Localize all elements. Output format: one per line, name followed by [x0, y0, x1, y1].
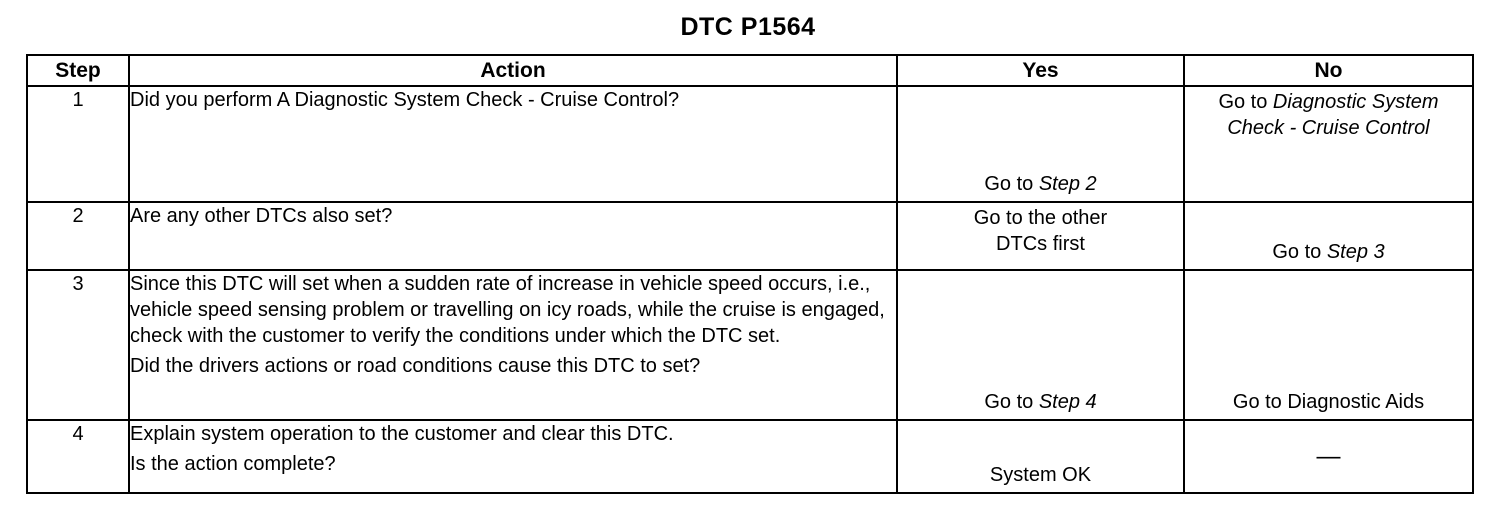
yes-step-link: Step 4 — [1038, 391, 1097, 413]
yes-prefix: Go to — [984, 173, 1039, 195]
action-question: Is the action complete? — [130, 453, 336, 475]
action-cell — [129, 86, 897, 202]
action-cell — [129, 202, 897, 270]
action-text: Are any other DTCs also set? — [130, 205, 393, 227]
action-text: Explain system operation to the customer and clear this DTC. — [130, 423, 674, 445]
yes-result — [898, 171, 1183, 201]
table-row — [27, 86, 1473, 202]
no-cell — [1184, 270, 1473, 420]
no-cell — [1184, 420, 1473, 493]
no-cell — [1184, 202, 1473, 270]
step-number: 3 — [27, 270, 129, 420]
no-procedure-link: Diagnostic System Check - Cruise Control — [1227, 91, 1439, 139]
yes-result — [898, 389, 1183, 419]
no-cell — [1184, 86, 1473, 202]
action-question: Did the drivers actions or road conditions cause this DTC to set? — [130, 355, 701, 377]
no-prefix: Go to — [1272, 241, 1327, 263]
header-action: Action — [129, 55, 897, 86]
action-text: Did you perform A Diagnostic System Check - Cruise Control? — [130, 89, 680, 111]
header-no: No — [1184, 55, 1473, 86]
step-number: 1 — [27, 86, 129, 202]
yes-cell — [897, 86, 1184, 202]
action-text: Since this DTC will set when a sudden rate of increase in vehicle speed occurs, i.e., vehicle speed sensing problem or travelling on icy roads, while the cruise is engaged, check with the customer to verify the conditions under which the DTC set. — [130, 273, 885, 347]
header-yes: Yes — [897, 55, 1184, 86]
no-result: Go to Diagnostic Aids — [1232, 391, 1425, 413]
table-row — [27, 270, 1473, 420]
no-result-dash: — — [1316, 442, 1341, 470]
yes-result: Go to the other DTCs first — [973, 207, 1108, 255]
yes-cell — [897, 270, 1184, 420]
action-cell — [129, 270, 897, 420]
step-number: 4 — [27, 420, 129, 493]
header-row — [27, 55, 1473, 86]
no-result — [1185, 87, 1472, 141]
yes-cell — [897, 202, 1184, 270]
header-step: Step — [27, 55, 129, 86]
no-prefix: Go to — [1218, 91, 1273, 113]
table-row — [27, 202, 1473, 270]
page-title: DTC P1564 — [680, 13, 816, 41]
table-row — [27, 420, 1473, 493]
yes-result: System OK — [989, 464, 1092, 486]
yes-prefix: Go to — [984, 391, 1039, 413]
dtc-table — [26, 54, 1474, 494]
step-number: 2 — [27, 202, 129, 270]
no-result — [1185, 239, 1472, 269]
no-step-link: Step 3 — [1326, 241, 1385, 263]
yes-cell — [897, 420, 1184, 493]
action-cell — [129, 420, 897, 493]
yes-step-link: Step 2 — [1038, 173, 1097, 195]
